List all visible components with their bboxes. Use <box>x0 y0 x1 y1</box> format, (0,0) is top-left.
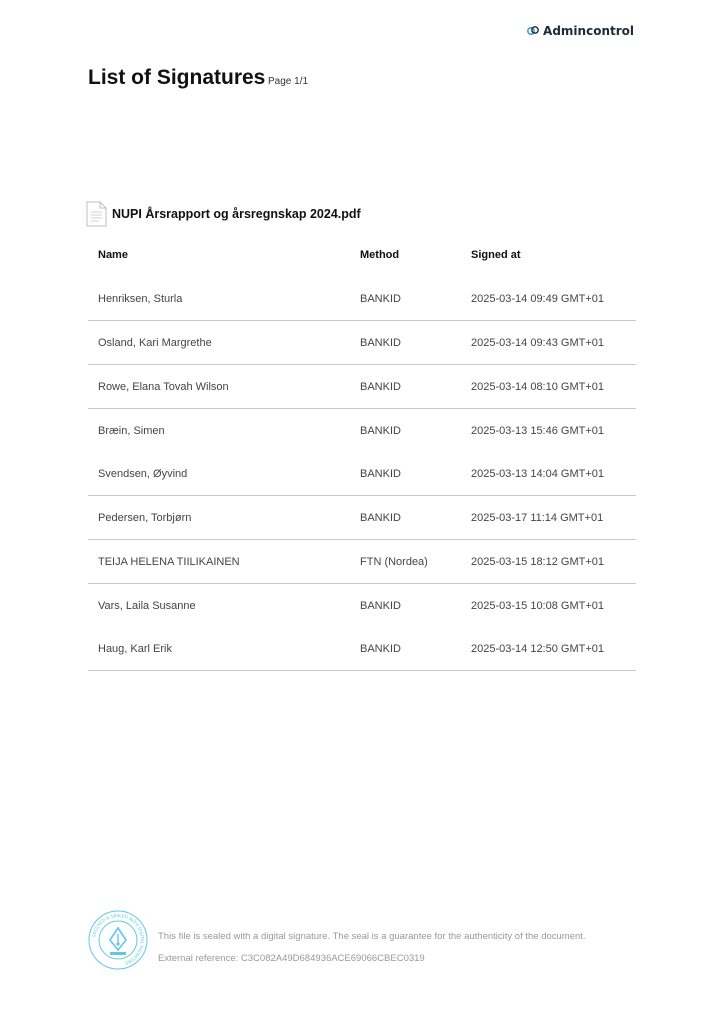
signer-name: TEIJA HELENA TIILIKAINEN <box>88 540 350 584</box>
table-row <box>88 496 636 540</box>
signed-at: 2025-03-13 14:04 GMT+01 <box>461 452 636 496</box>
logo-text: Admincontrol <box>543 24 634 38</box>
signer-name: Pedersen, Torbjørn <box>88 496 350 540</box>
column-header-method: Method <box>360 249 400 261</box>
digital-seal <box>88 910 148 975</box>
signing-method: BANKID <box>360 424 401 437</box>
table-row <box>88 627 636 671</box>
signed-at: 2025-03-15 18:12 GMT+01 <box>461 540 636 584</box>
seal-note: This file is sealed with a digital signature. The seal is a guarantee for the authenticity of the document. <box>158 931 586 942</box>
table-header-row <box>88 233 636 277</box>
signing-method: BANKID <box>350 496 461 540</box>
table-row <box>88 365 636 409</box>
signer-name: Svendsen, Øyvind <box>88 452 350 496</box>
signer-name: Haug, Karl Erik <box>88 627 350 671</box>
signer-name: Rowe, Elana Tovah Wilson <box>88 365 350 409</box>
signing-method: BANKID <box>350 365 461 409</box>
page-number: Page 1/1 <box>268 76 309 87</box>
table-row <box>88 277 636 321</box>
signing-method: BANKID <box>350 627 461 671</box>
table-row <box>88 321 636 365</box>
table-row <box>88 452 636 496</box>
signed-at: 2025-03-14 12:50 GMT+01 <box>461 627 636 671</box>
signed-at: 2025-03-14 08:10 GMT+01 <box>461 365 636 409</box>
signed-at: 2025-03-14 09:43 GMT+01 <box>461 321 636 365</box>
seal-text: SECURED & SEALED WITH DIGITAL SIGNATURE <box>91 912 146 966</box>
signed-at: 2025-03-13 15:46 GMT+01 <box>471 424 605 437</box>
document-heading <box>86 201 361 227</box>
admincontrol-logo-icon <box>527 25 539 37</box>
column-header-signed-at: Signed at <box>471 249 521 261</box>
signer-name: Henriksen, Sturla <box>88 277 350 321</box>
seal-pen-icon <box>88 910 148 970</box>
signer-name: Osland, Kari Margrethe <box>88 321 350 365</box>
table-row <box>88 540 636 584</box>
table-row <box>88 409 636 453</box>
admincontrol-logo <box>527 24 634 38</box>
signing-method: BANKID <box>350 452 461 496</box>
signed-at: 2025-03-17 11:14 GMT+01 <box>461 496 636 540</box>
signing-method: FTN (Nordea) <box>350 540 461 584</box>
column-header-name: Name <box>98 249 128 261</box>
document-file-name: NUPI Årsrapport og årsregnskap 2024.pdf <box>112 207 361 221</box>
signing-method: BANKID <box>350 277 461 321</box>
signed-at: 2025-03-14 09:49 GMT+01 <box>461 277 636 321</box>
signing-method: BANKID <box>350 321 461 365</box>
signer-name: Vars, Laila Susanne <box>98 599 196 612</box>
document-icon <box>86 201 107 227</box>
signing-method: BANKID <box>360 599 401 612</box>
table-row <box>88 584 636 628</box>
external-reference: External reference: C3C082A49D684936ACE69066CBEC0319 <box>158 953 425 964</box>
page-title: List of Signatures <box>88 66 266 89</box>
signer-name: Bræin, Simen <box>98 424 165 437</box>
signatures-table <box>88 233 636 671</box>
signed-at: 2025-03-15 10:08 GMT+01 <box>471 599 605 612</box>
